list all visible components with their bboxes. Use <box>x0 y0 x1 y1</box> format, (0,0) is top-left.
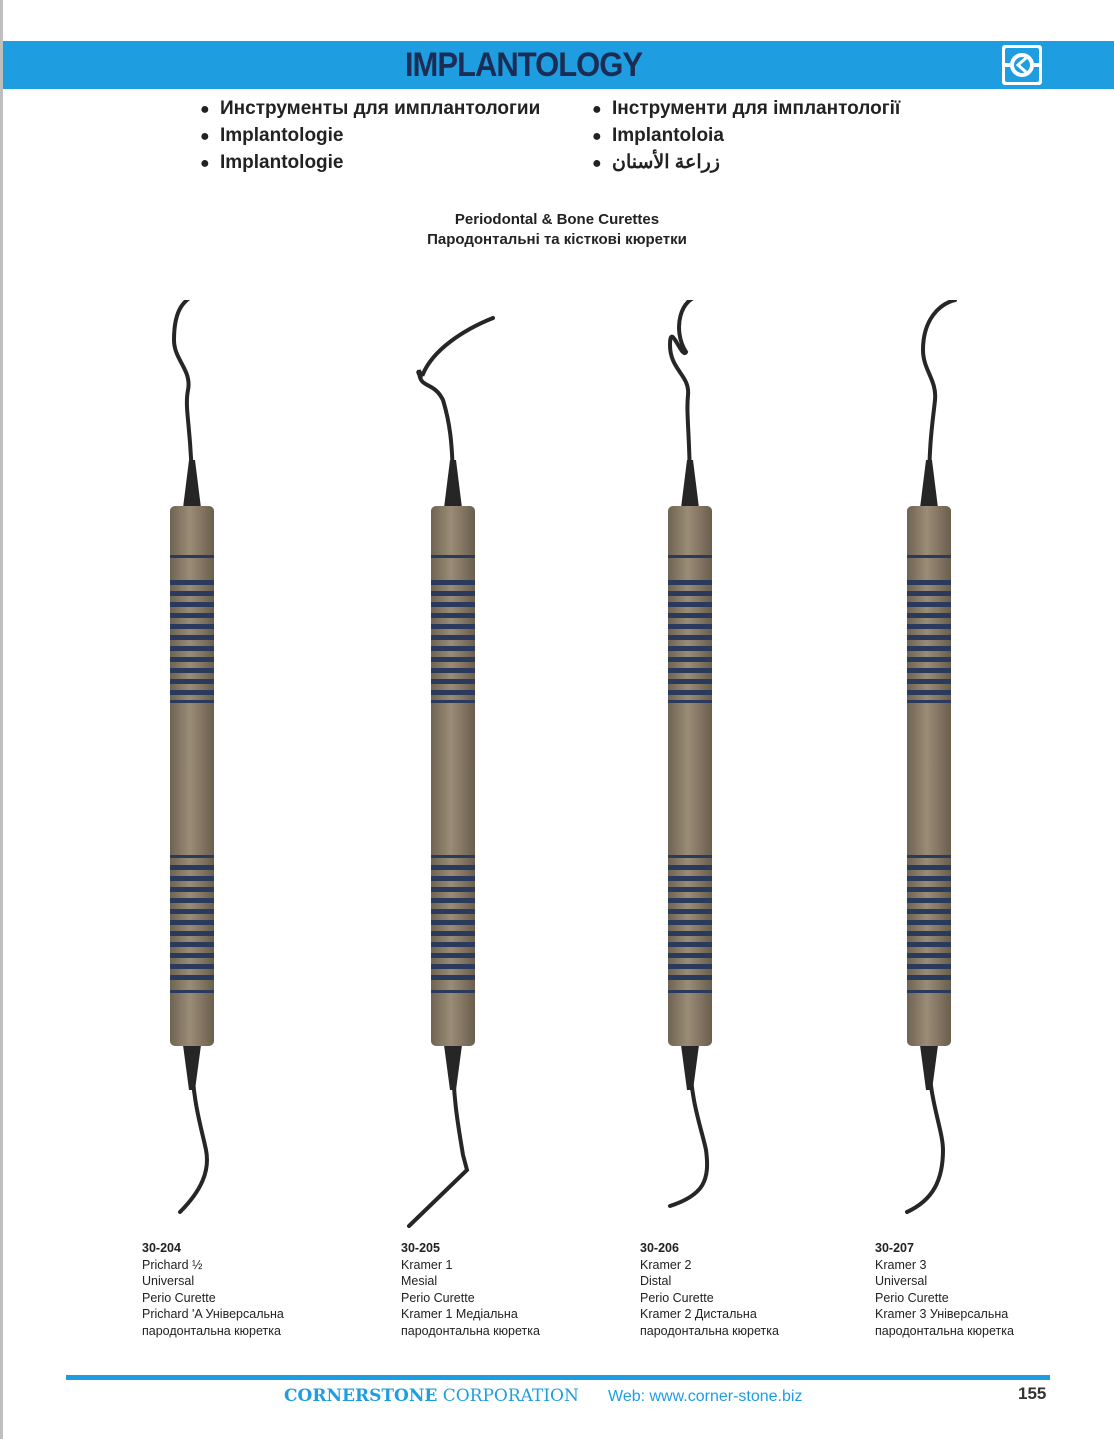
handle-grip-groove <box>907 657 951 662</box>
handle-grip-groove <box>431 898 475 903</box>
handle-grip-groove <box>431 591 475 596</box>
product-category: Perio Curette <box>875 1290 949 1305</box>
bullet-dot-icon: ● <box>592 128 602 145</box>
handle-grip-groove <box>668 865 712 870</box>
handle-grip-groove <box>431 690 475 695</box>
handle-grip-groove <box>170 876 214 881</box>
product-category: Perio Curette <box>640 1290 714 1305</box>
curette-shank-top <box>183 460 201 508</box>
handle-grip-groove <box>431 876 475 881</box>
handle-grip-groove <box>170 657 214 662</box>
handle-grip-groove <box>431 624 475 629</box>
handle-grip-groove <box>431 920 475 925</box>
handle-grip-groove <box>907 602 951 607</box>
bullet-list-right <box>592 95 900 176</box>
handle-grip-groove <box>907 942 951 947</box>
handle-ring <box>668 555 712 558</box>
handle-ring <box>431 555 475 558</box>
handle-grip-groove <box>431 975 475 980</box>
handle-grip-groove <box>668 657 712 662</box>
header-band <box>3 41 1114 89</box>
curette-shank-top <box>444 460 462 508</box>
handle-ring <box>431 855 475 858</box>
handle-grip-groove <box>170 624 214 629</box>
handle-ring <box>907 555 951 558</box>
handle-ring <box>668 700 712 703</box>
handle-ring <box>668 990 712 993</box>
product-category: Perio Curette <box>401 1290 475 1305</box>
product-type: Distal <box>640 1274 672 1288</box>
section-heading-ua: Пародонтальні та кісткові кюретки <box>427 231 687 248</box>
bullet-item: ● Implantologie <box>200 122 540 149</box>
handle-grip-groove <box>668 909 712 914</box>
handle-grip-groove <box>431 909 475 914</box>
handle-grip-groove <box>907 613 951 618</box>
handle-grip-groove <box>431 657 475 662</box>
handle-grip-groove <box>170 635 214 640</box>
curette-shank-top <box>920 460 938 508</box>
handle-grip-groove <box>431 613 475 618</box>
product-name: Kramer 1 <box>401 1257 453 1272</box>
product-30-205 <box>401 1240 540 1339</box>
handle-grip-groove <box>431 602 475 607</box>
handle-grip-groove <box>668 876 712 881</box>
footer-web-link[interactable]: Web: www.corner-stone.biz <box>608 1388 803 1405</box>
handle-grip-groove <box>668 942 712 947</box>
handle-grip-groove <box>170 602 214 607</box>
handle-grip-groove <box>431 931 475 936</box>
handle-grip-groove <box>668 920 712 925</box>
handle-grip-groove <box>170 865 214 870</box>
product-code: 30-207 <box>875 1241 914 1255</box>
handle-grip-groove <box>170 953 214 958</box>
handle-grip-groove <box>907 909 951 914</box>
handle-grip-groove <box>907 635 951 640</box>
curette-instrument <box>409 318 493 1226</box>
handle-grip-groove <box>668 624 712 629</box>
handle-grip-groove <box>431 887 475 892</box>
bullet-item: ● Implantoloia <box>592 122 900 149</box>
handle-grip-groove <box>907 876 951 881</box>
curette-shank-bottom <box>681 1045 699 1090</box>
handle-grip-groove <box>431 964 475 969</box>
bullet-dot-icon: ● <box>592 101 602 118</box>
handle-ring <box>431 990 475 993</box>
handle-grip-groove <box>668 591 712 596</box>
handle-grip-groove <box>668 953 712 958</box>
handle-ring <box>907 700 951 703</box>
handle-grip-groove <box>907 646 951 651</box>
handle-grip-groove <box>668 668 712 673</box>
product-30-206 <box>640 1240 779 1339</box>
handle-grip-groove <box>668 964 712 969</box>
curette-shank-bottom <box>183 1045 201 1090</box>
curette-shank-top <box>681 460 699 508</box>
handle-grip-groove <box>170 580 214 585</box>
handle-grip-groove <box>170 920 214 925</box>
handle-grip-groove <box>170 975 214 980</box>
handle-grip-groove <box>907 931 951 936</box>
handle-ring <box>170 700 214 703</box>
product-category-ua: пародонтальна кюретка <box>142 1323 281 1338</box>
handle-grip-groove <box>431 646 475 651</box>
handle-grip-groove <box>907 865 951 870</box>
handle-grip-groove <box>668 690 712 695</box>
product-name: Kramer 2 <box>640 1257 692 1272</box>
handle-grip-groove <box>907 580 951 585</box>
curette-working-end-top <box>670 300 702 492</box>
handle-grip-groove <box>907 898 951 903</box>
handle-grip-groove <box>668 602 712 607</box>
bullet-item: ● زراعة الأسنان <box>592 149 900 176</box>
handle-grip-groove <box>907 953 951 958</box>
handle-grip-groove <box>907 679 951 684</box>
handle-grip-groove <box>170 690 214 695</box>
bullet-dot-icon: ● <box>200 101 210 118</box>
footer-brand: CORNERSTONE CORPORATION <box>284 1386 579 1406</box>
handle-grip-groove <box>668 679 712 684</box>
instruments-illustration <box>0 300 1114 1240</box>
product-30-207 <box>875 1240 1014 1339</box>
product-30-204 <box>142 1240 284 1339</box>
handle-grip-groove <box>431 635 475 640</box>
product-type: Universal <box>142 1274 195 1288</box>
handle-grip-groove <box>907 920 951 925</box>
section-heading-en: Periodontal & Bone Curettes <box>454 211 660 228</box>
handle-grip-groove <box>431 942 475 947</box>
page-title: IMPLANTOLOGY <box>404 45 643 84</box>
curette-instrument <box>668 300 712 1206</box>
product-name-ua: Kramer 3 Універсальна <box>875 1307 1009 1321</box>
handle-ring <box>170 855 214 858</box>
handle-grip-groove <box>668 613 712 618</box>
handle-grip-groove <box>170 679 214 684</box>
curette-shank-bottom <box>444 1045 462 1090</box>
handle-grip-groove <box>170 931 214 936</box>
bullet-dot-icon: ● <box>200 155 210 172</box>
handle-grip-groove <box>668 931 712 936</box>
product-category: Perio Curette <box>142 1290 216 1305</box>
product-name-ua: Kramer 1 Медіальна <box>401 1307 518 1321</box>
handle-grip-groove <box>170 668 214 673</box>
product-category-ua: пародонтальна кюретка <box>875 1323 1014 1338</box>
bullet-item: ● Инструменты для имплантологии <box>200 95 540 122</box>
footer-rule <box>66 1375 1050 1380</box>
handle-ring <box>170 555 214 558</box>
product-name-ua: Prichard 'A Універсальна <box>142 1307 284 1321</box>
product-name: Prichard ½ <box>142 1257 203 1272</box>
product-code: 30-206 <box>640 1241 679 1255</box>
handle-grip-groove <box>668 580 712 585</box>
handle-grip-groove <box>907 668 951 673</box>
handle-grip-groove <box>170 613 214 618</box>
handle-grip-groove <box>431 580 475 585</box>
handle-grip-groove <box>907 964 951 969</box>
handle-ring <box>668 855 712 858</box>
product-code: 30-205 <box>401 1241 440 1255</box>
handle-ring <box>907 855 951 858</box>
handle-grip-groove <box>431 953 475 958</box>
product-type: Mesial <box>401 1274 438 1288</box>
product-category-ua: пародонтальна кюретка <box>640 1323 779 1338</box>
handle-grip-groove <box>170 942 214 947</box>
handle-grip-groove <box>170 646 214 651</box>
bullet-dot-icon: ● <box>200 128 210 145</box>
handle-grip-groove <box>907 624 951 629</box>
bullet-dot-icon: ● <box>592 155 602 172</box>
handle-ring <box>431 700 475 703</box>
handle-grip-groove <box>431 865 475 870</box>
handle-grip-groove <box>668 898 712 903</box>
handle-grip-groove <box>907 975 951 980</box>
product-name-ua: Kramer 2 Дистальна <box>640 1307 757 1321</box>
handle-grip-groove <box>170 898 214 903</box>
curette-shank-bottom <box>920 1045 938 1090</box>
handle-grip-groove <box>431 679 475 684</box>
bullet-list-left <box>200 95 540 176</box>
product-category-ua: пародонтальна кюретка <box>401 1323 540 1338</box>
handle-grip-groove <box>668 975 712 980</box>
curette-instrument <box>170 300 214 1212</box>
handle-grip-groove <box>170 964 214 969</box>
product-type: Universal <box>875 1274 928 1288</box>
product-name: Kramer 3 <box>875 1257 927 1272</box>
bullet-item: ● Implantologie <box>200 149 540 176</box>
curette-working-end-bottom <box>409 1058 467 1226</box>
handle-grip-groove <box>668 646 712 651</box>
handle-grip-groove <box>170 887 214 892</box>
handle-grip-groove <box>907 591 951 596</box>
handle-grip-groove <box>170 909 214 914</box>
page-number: 155 <box>1018 1384 1047 1403</box>
bullet-item: ● Інструменти для імплантології <box>592 95 900 122</box>
section-heading <box>0 210 1114 250</box>
handle-ring <box>170 990 214 993</box>
handle-grip-groove <box>907 887 951 892</box>
handle-grip-groove <box>431 668 475 673</box>
handle-grip-groove <box>668 635 712 640</box>
curette-instrument <box>907 300 955 1212</box>
handle-ring <box>907 990 951 993</box>
handle-grip-groove <box>170 591 214 596</box>
handle-grip-groove <box>907 690 951 695</box>
handle-grip-groove <box>668 887 712 892</box>
product-code: 30-204 <box>142 1241 181 1255</box>
cornerstone-logo-icon <box>1001 44 1043 86</box>
